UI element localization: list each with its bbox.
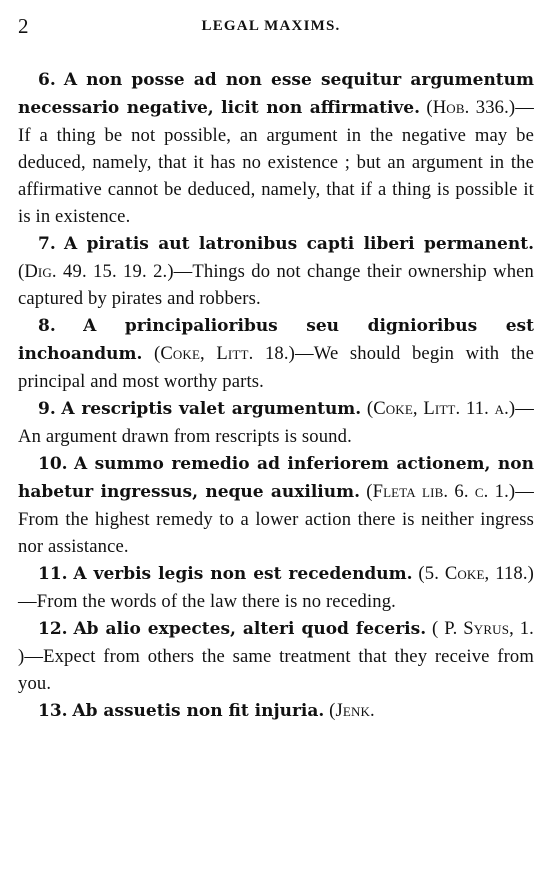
- maxim-number: 13.: [38, 701, 68, 721]
- maxim-number: 12.: [38, 619, 68, 639]
- maxim-latin: Ab alio expectes, alteri quod feceris.: [73, 619, 427, 639]
- maxim-translation: —From the words of the law there is no receding.: [18, 591, 396, 612]
- maxim-12: [18, 615, 534, 697]
- maxim-translation: —Expect from others the same treatment that they receive from you.: [18, 646, 534, 694]
- maxim-citation: (Coke, Litt. 18.): [153, 343, 295, 364]
- maxim-13: [18, 697, 534, 725]
- maxim-citation: (5. Coke, 118.): [418, 563, 534, 584]
- maxim-number: 6.: [38, 70, 56, 90]
- maxim-citation: ( P. Syrus, 1. ): [18, 618, 534, 667]
- maxim-9: [18, 395, 534, 450]
- maxim-number: 9.: [38, 399, 56, 419]
- maxim-citation: (Fleta lib. 6. c. 1.): [366, 481, 516, 502]
- maxim-latin: A summo remedio ad inferiorem actionem, non habetur ingressus, neque auxilium.: [18, 454, 534, 502]
- maxim-latin: A piratis aut latronibus capti liberi permanent.: [64, 234, 534, 254]
- maxim-10: [18, 450, 534, 560]
- maxim-translation: —An argument drawn from rescripts is sound.: [18, 398, 534, 447]
- page-header: [18, 14, 524, 38]
- maxim-latin: A rescriptis valet argumentum.: [61, 399, 362, 419]
- maxim-citation: (Jenk.: [329, 700, 375, 721]
- maxim-number: 7.: [38, 234, 56, 254]
- maxim-number: 11.: [38, 564, 68, 584]
- maxim-translation: —If a thing be not possible, an argument in the negative may be deduced, namely, that it has no existence ; but an argument in the affirmative cannot be deduced, namely, that if a thing is possible it is in existence.: [18, 97, 534, 227]
- maxim-latin: A principalioribus seu dignioribus est inchoandum.: [18, 316, 534, 364]
- page-number: 2: [18, 14, 29, 38]
- maxim-latin: A verbis legis non est recedendum.: [73, 564, 413, 584]
- maxim-translation: —We should begin with the principal and most worthy parts.: [18, 343, 534, 392]
- maxim-6: [18, 66, 534, 230]
- maxim-7: [18, 230, 534, 312]
- maxim-11: [18, 560, 534, 615]
- maxim-number: 8.: [38, 316, 56, 336]
- maxim-number: 10.: [38, 454, 68, 474]
- maxim-latin: Ab assuetis non fit injuria.: [72, 701, 325, 721]
- running-title: LEGAL MAXIMS.: [201, 18, 341, 34]
- maxim-citation: (Dig. 49. 15. 19. 2.): [18, 261, 174, 282]
- maxim-latin: A non posse ad non esse sequitur argumentum necessario negative, licit non affirmative.: [18, 70, 534, 118]
- maxim-8: [18, 312, 534, 395]
- maxim-citation: (Coke, Litt. 11. a.): [366, 398, 516, 419]
- maxim-citation: (Hob. 336.): [426, 97, 516, 118]
- maxim-translation: —From the highest remedy to a lower action there is neither ingress nor assistance.: [18, 481, 534, 557]
- maxims-list: [18, 66, 534, 725]
- maxim-translation: —Things do not change their ownership when captured by pirates and robbers.: [18, 261, 534, 309]
